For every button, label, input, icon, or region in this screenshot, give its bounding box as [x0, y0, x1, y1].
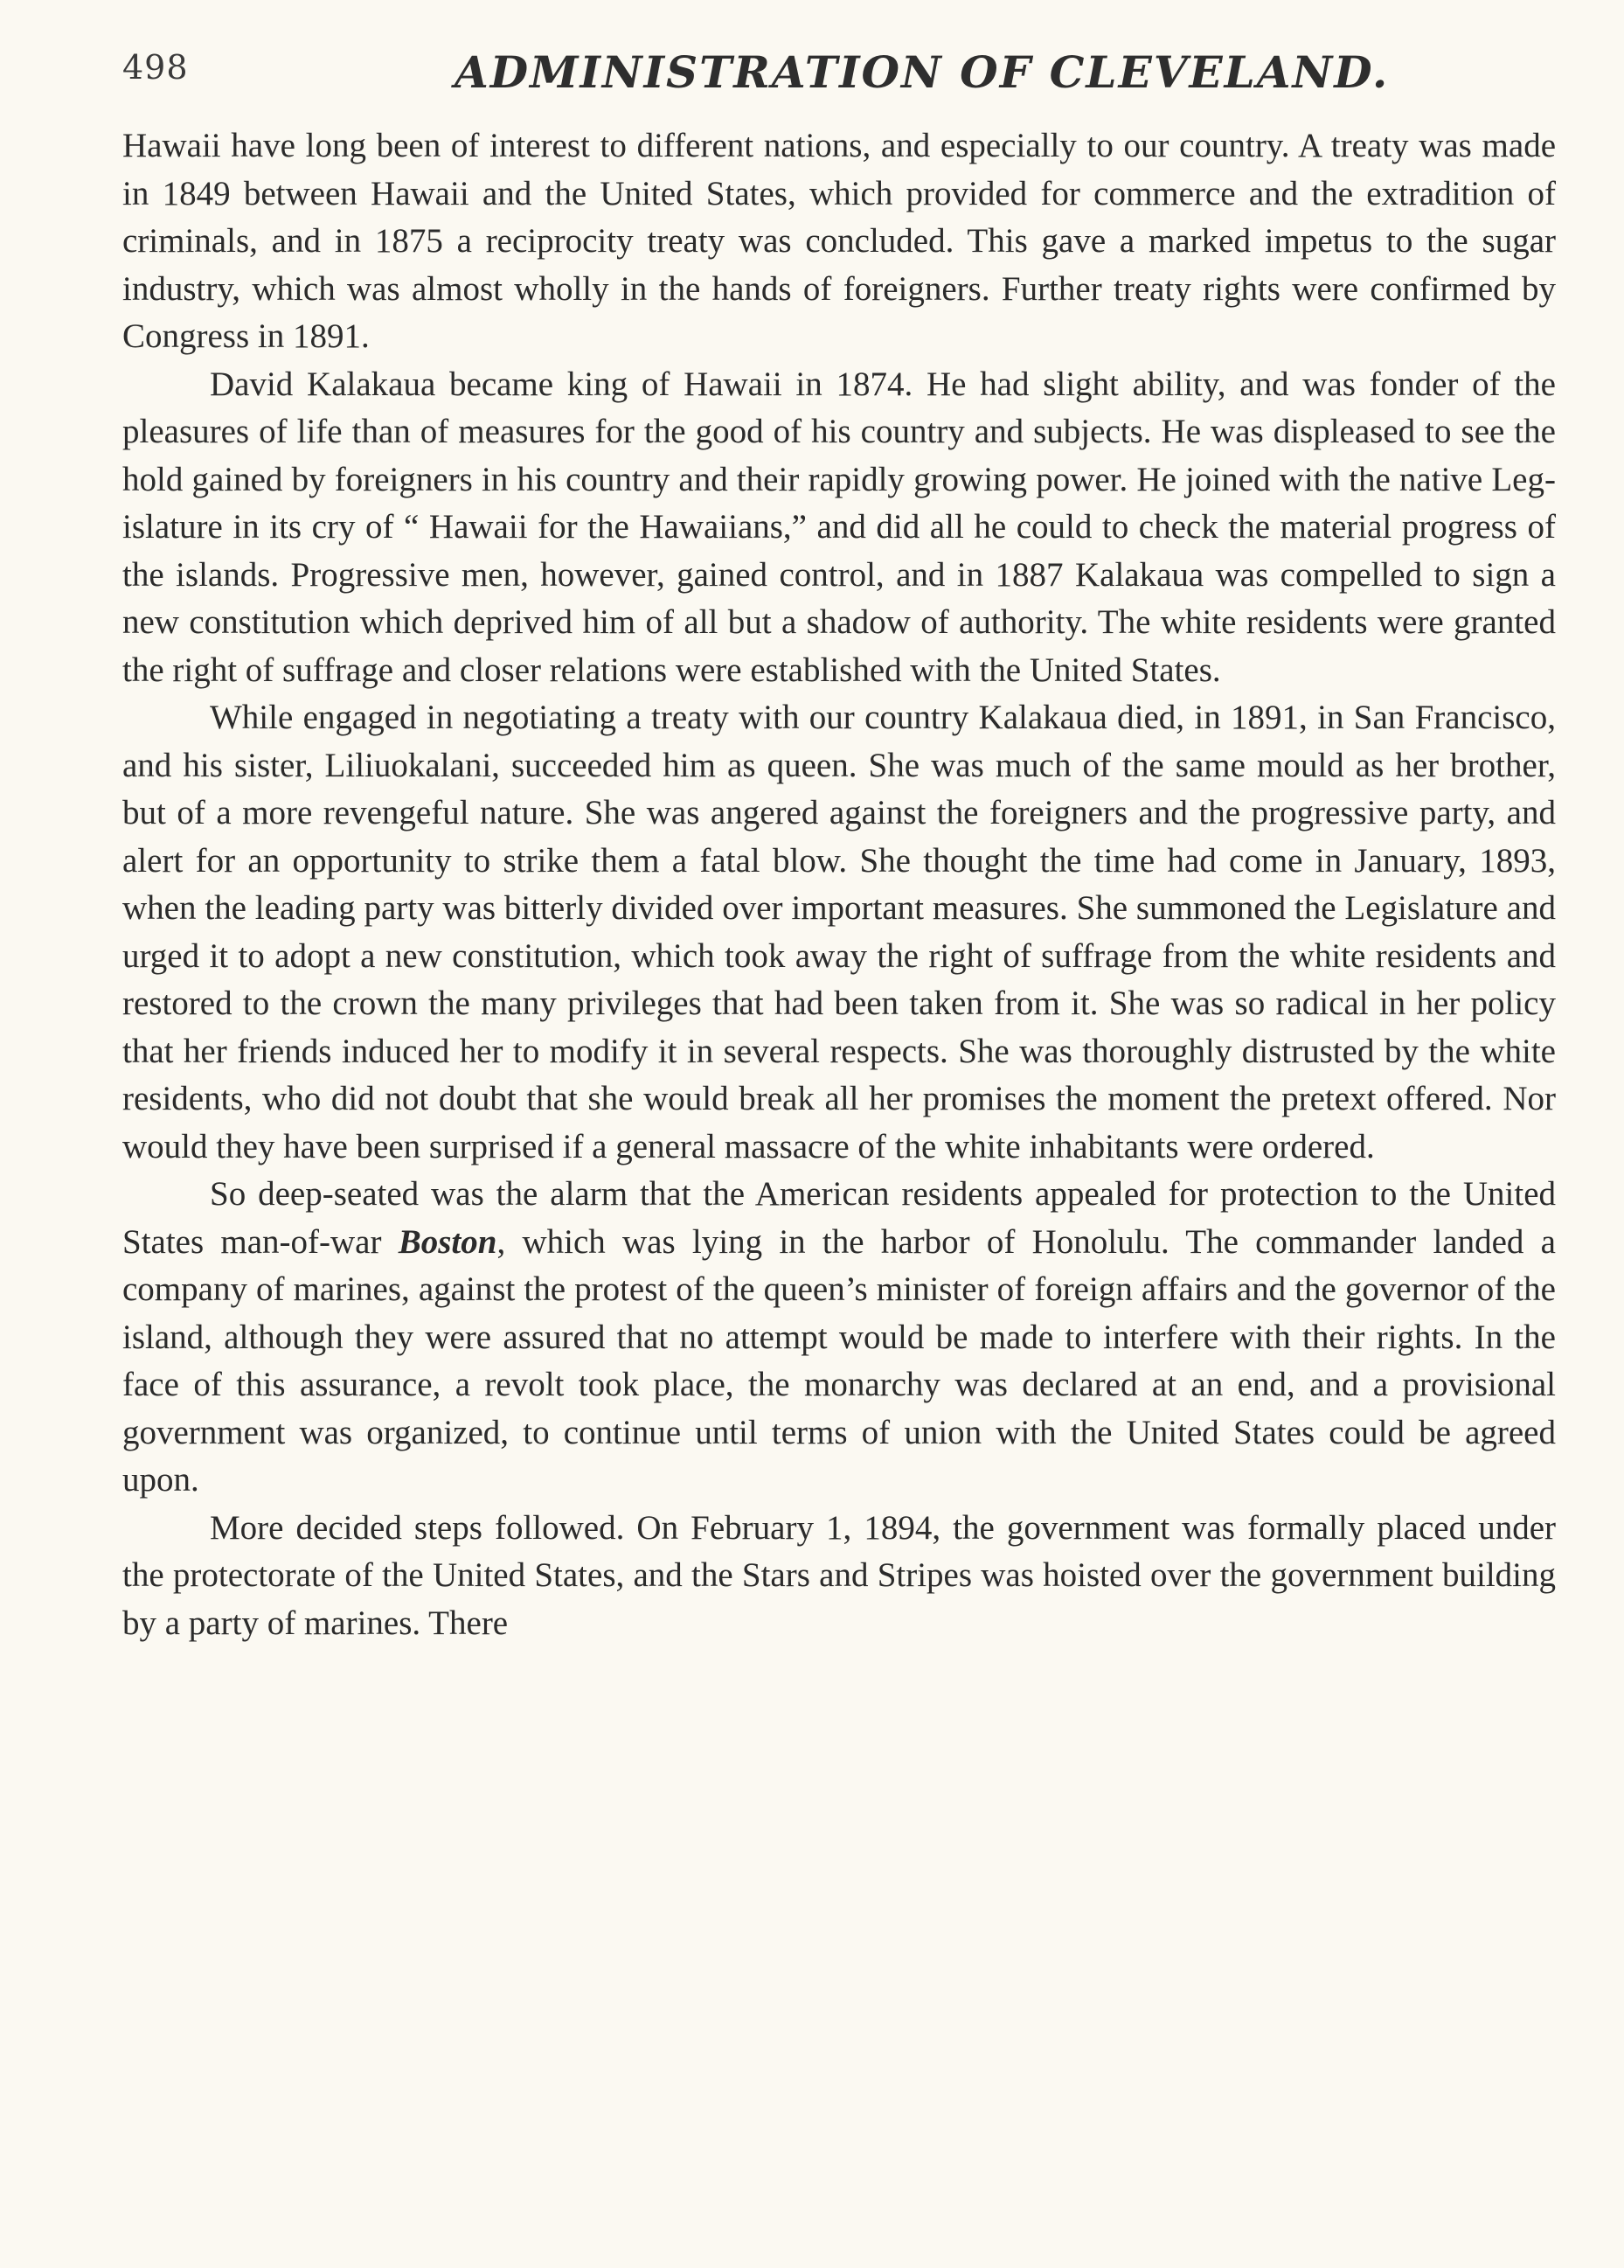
ship-name: Boston [398, 1222, 497, 1261]
paragraph-revolt-text-start: So deep-seated was the alarm that the American residents appealed for protection to the United States man-of-war [122, 1175, 1556, 1261]
paragraph-liliuokalani: While engaged in negotiating a treaty with our country Kalakaua died, in 1891, in San Francisco, and his sister, Liliuokalani, succeeded him as queen. She was much of the same mould as her brother, but of a more revengeful nature. She was angered against the foreigners and the progressive party, and alert for an opportunity to strike them a fatal blow. She thought the time had come in January, 1893, when the leading party was bitterly divided over important measures. She summoned the Legislature and urged it to adopt a new constitution, which took away the right of suffrage from the white residents and restored to the crown the many privileges that had been taken from it. She was so radical in her policy that her friends induced her to modify it in several respects. She was thoroughly distrusted by the white residents, who did not doubt that she would break all her promises the moment the pretext offered. Nor would they have been surprised if a general massacre of the white inhabitants were ordered. [122, 699, 1556, 1165]
paragraph-kalakaua: David Kalakaua became king of Hawaii in 1874. He had slight ability, and was fonder of the pleasures of life than of measures for the good of his country and subjects. He was displeased to see the hold gained by foreigners in his country and their rapidly growing power. He joined with the native Legislature in its cry of “ Hawaii for the Hawaiians,” and did all he could to check the material progress of the islands. Progressive men, however, gained control, and in 1887 Kalakaua was compelled to sign a new constitution which deprived him of all but a shadow of authority. The white residents were granted the right of suffrage and closer relations were established with the United States. [122, 365, 1556, 689]
body-text [122, 122, 1556, 1647]
paragraph-hawaii-treaties: Hawaii have long been of interest to different nations, and especially to our country. A treaty was made in 1849 between Hawaii and the United States, which provided for commerce and the extradition of criminals, and in 1875 a reciprocity treaty was concluded. This gave a marked impetus to the sugar industry, which was almost wholly in the hands of foreigners. Further treaty rights were confirmed by Congress in 1891. [122, 127, 1556, 355]
paragraph-protectorate: More decided steps followed. On February 1, 1894, the government was formally placed under the protectorate of the United States, and the Stars and Stripes was hoisted over the government building by a party of marines. There [122, 1508, 1556, 1642]
paragraph-revolt [122, 1171, 1556, 1505]
running-title: ADMINISTRATION OF CLEVELAND. [455, 46, 1390, 98]
paragraph-revolt-text-end: , which was lying in the harbor of Honolulu. The commander landed a company of marines, against the protest of the queen’s minister of foreign affairs and the governor of the island, although they were assured that no attempt would be made to interfere with their rights. In the face of this assurance, a revolt took place, the monarchy was declared at an end, and a provisional government was organized, to continue until terms of union with the United States could be agreed upon. [122, 1222, 1556, 1499]
page-number: 498 [122, 48, 189, 87]
running-head [122, 48, 1556, 101]
